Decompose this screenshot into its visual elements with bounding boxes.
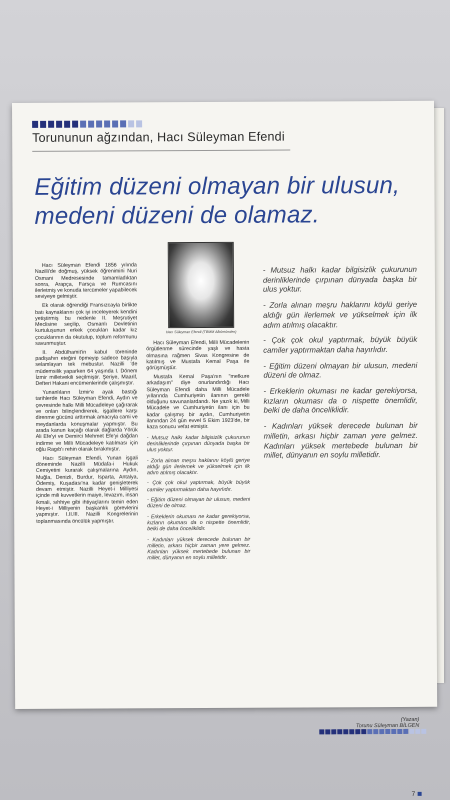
decor-square: [385, 729, 390, 734]
decor-square: [421, 729, 426, 734]
large-quote-item: - Kadınları yüksek derecede bulunan bir milletin, arkası hiçbir zaman yere gelmez. Kadınları yüksek mertebede bulunan bir millet, dünyanın en soylu milletidir.: [263, 421, 418, 460]
decor-square: [367, 729, 372, 734]
large-quote-item: - Eğitim düzeni olmayan bir ulusun, medeni düzeni de olmaz.: [263, 360, 418, 381]
decor-square: [112, 120, 118, 127]
photo-caption: Hacı Süleyman Efendi (TBMM Albümünden): [165, 329, 237, 335]
decor-square: [136, 120, 142, 127]
quote-item: - Erkeklerin okuması ne kadar gerekiyorsa, kızların okuması da o nispette önemlidir, belki de daha önceliklidir.: [147, 513, 251, 533]
paragraph: Ek olarak öğrendiği Fransızcayla birlikte batı kaynaklarını çok iyi inceleyerek kendini yetiştirmiş bu nedenle II. Meşrutiyet Meclisine seçilip, Osmanlı Devletinin kurtuluşunun erkek çocukları kadar kız çocuklarının da okutulup, toplum reformunu savunmuştur.: [35, 302, 138, 347]
quote-item: - Çok çok okul yaptırmak, büyük büyük camiler yaptırmaktan daha hayırlıdır.: [146, 480, 251, 494]
decor-square: [128, 120, 134, 127]
decor-square: [397, 729, 402, 734]
author-role: (Yazan): [400, 716, 420, 723]
decor-square: [32, 121, 38, 128]
decor-square: [343, 729, 348, 734]
decor-square: [325, 729, 330, 734]
portrait-image: [168, 242, 234, 328]
paragraph: Mustafa Kemal Paşa'nın "mefkure arkadaşım" diye onurlandırdığı Hacı Süleyman Efendi daha Milli Mücadele yıllarında Cumhuriyetin ilanının gerekli olduğunu savunanlardandı. Ne yazık ki, Milli Mücadele ve Cumhuriyetin ilanı için bu kadar çalışmış bir aydın, Cumhuriyetin ilanından 24 gün evvel 5 Ekim 1923'de, bir kaza sonucu vefat etmiştir.: [146, 373, 250, 431]
decor-square: [319, 729, 324, 734]
decor-square: [40, 121, 46, 128]
headline-line-2: medeni düzeni de olamaz.: [34, 201, 320, 230]
decor-square: [409, 729, 414, 734]
paragraph: Yunanlıların İzmir'e ayak bastığı tarihlerde Hacı Süleyman Efendi, Aydın ve çevresinde halkı Milli Mücadeleye çağırarak ve onları bilinçlendirerek, işgallere karşı direnme gücünü arttırmak amacıyla cami ve meydanlarda konuşmalar yapmıştır. Bu arada kanun kaçağı olarak dağlarda Yörük Ali Efe'yi ve Demirci Mehmet Efe'yi dağdan indirme ve Milli Mücadeleye katılması için oğlu Ragıb'ı rehin olarak bırakmıştır.: [35, 389, 138, 453]
article-headline: [34, 171, 424, 231]
quote-list: [147, 434, 251, 562]
decor-square: [72, 121, 78, 128]
decor-square: [120, 120, 126, 127]
decor-square: [88, 121, 94, 128]
decor-square: [391, 729, 396, 734]
header-squares: [32, 120, 142, 128]
decor-square: [96, 121, 102, 128]
quote-item: - Kadınları yüksek derecede bulunan bir milletin, arkası hiçbir zaman yere gelmez. Kadınları yüksek mertebede bulunan bir millet, dünyanın en soylu milletidir.: [147, 536, 251, 562]
decor-square: [331, 729, 336, 734]
header-rule: [32, 150, 290, 152]
decor-square: [80, 121, 86, 128]
decor-square: [355, 729, 360, 734]
large-quote-item: - Çok çok okul yaptırmak, büyük büyük camiler yaptırmaktan daha hayırlıdır.: [263, 335, 418, 355]
decor-square: [415, 729, 420, 734]
headline-line-1: Eğitim düzeni olmayan bir ulusun,: [34, 171, 400, 201]
page-number: 7: [412, 791, 422, 798]
quote-item: - Eğitim düzeni olmayan bir ulusun, medeni düzeni de olmaz.: [147, 496, 251, 510]
large-quote-list: [263, 265, 418, 461]
column-1: [35, 262, 138, 527]
quote-item: - Mutsuz halkı kadar bilgisizlik çukurunun derinliklerinde çırpınan dünyada başka bir ulus yoktur.: [146, 434, 250, 454]
author-credit: [265, 717, 419, 730]
paragraph: II. Abdülhamit'in kabul töreninde padişahın eteğini öpmeyip sadece başıyla selamlayan tek mebustur. Nazilli 'de müdemsilik yaparken 64 yaşında I. Dönem İzmir milletvekili seçilmiştir. Şeriye, Maarif, Defteri Hakani encümenlerinde çalışmıştır.: [35, 349, 138, 388]
large-quote-item: - Zorla alınan meşru haklarını köylü geriye aldığı gün ilerlemek ve yükselmek için ilk adım atılmış olacaktır.: [263, 299, 418, 330]
decor-square: [373, 729, 378, 734]
paragraph: Hacı Süleyman Efendi, Yunan işgali döneminde Nazilli Müdafa-i Hukuk Cemiyetini kurarak çalışmalarına Aydın, Muğla, Denizli, Burdur, Isparta, Antalya, Ödemiş, Kuşadası'na kadar genişleterek devam etmiştir. Nazilli Heyet-i Milliyesi içinde mili kuvvetlerin maiye, levazım, insan ikmali, sıhhiye gibi ihtiyaçlarını temin eden Heyet-i Milliyenin başkanlık görevlerini yapmıştır. I.II.III. Nazilli Kongrelerinin toplanmasında öncülük yapmıştır.: [35, 454, 139, 525]
article-kicker: Torununun ağzından, Hacı Süleyman Efendi: [32, 129, 285, 145]
decor-square: [64, 121, 70, 128]
decor-square: [403, 729, 408, 734]
decor-square: [104, 120, 110, 127]
decor-square: [337, 729, 342, 734]
paragraph: Hacı Süleyman Efendi 1856 yılında Nazilli'de doğmuş, yüksek öğrenimini Nuri Osmani Medresesinde tamamladıktan sonra, Arapça, Farsça ve Rumcasını ilerletmiş ve konuda tercümeler yapabilecek seviyeye gelmiştir.: [34, 262, 137, 301]
decor-square: [361, 729, 366, 734]
column-3: [263, 261, 418, 467]
decor-square: [56, 121, 62, 128]
portrait-photo: [168, 242, 234, 334]
decor-square: [379, 729, 384, 734]
large-quote-item: - Mutsuz halkı kadar bilgisizlik çukurunun derinliklerinde çırpınan dünyada başka bir ulus yoktur.: [262, 264, 417, 295]
column-2: [146, 340, 250, 566]
decor-square: [349, 729, 354, 734]
decor-square: [48, 121, 54, 128]
author-name: Torunu Süleyman BİLGEN: [355, 722, 420, 730]
footer-squares: [319, 729, 426, 735]
large-quote-item: - Erkeklerin okuması ne kadar gerekiyorsa, kızların okuması da o nispette önemlidir, belki de daha önceliklidir.: [263, 385, 418, 416]
magazine-page: [12, 101, 437, 798]
paragraph: Hacı Süleyman Efendi, Milli Mücadelenin örgütlenme sürecinde yaşlı ve hasta olmasına rağmen Sivas Kongresine de katılmış ve Mustafa Kemal Paşa ile görüşmüştür.: [146, 339, 250, 372]
quote-item: - Zorla alınan meşru haklarını köylü geriye aldığı gün ilerlemek ve yükselmek için ilk adım atılmış olacaktır.: [146, 457, 250, 477]
